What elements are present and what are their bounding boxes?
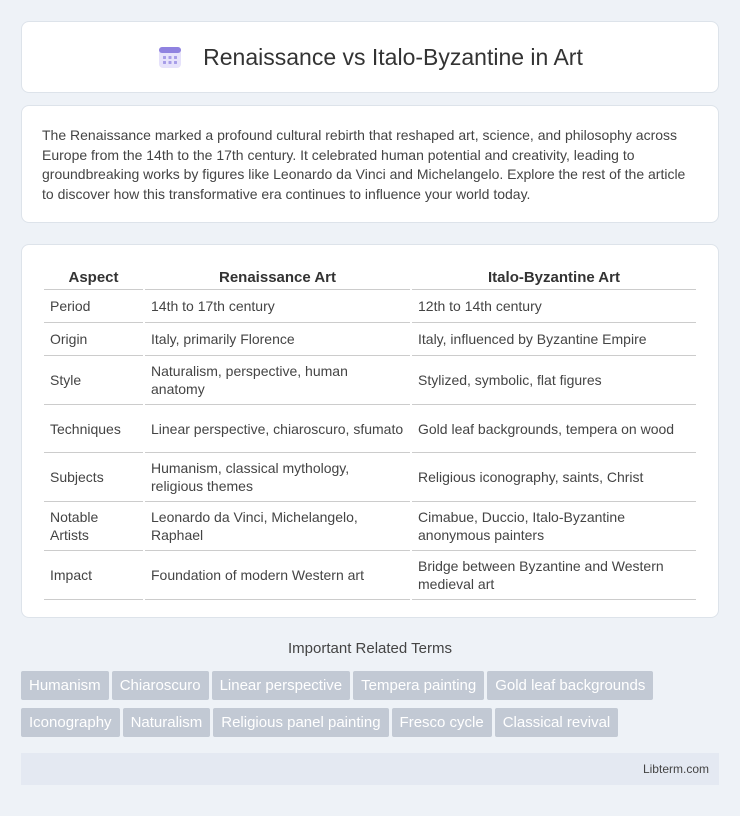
tag-iconography[interactable]: Iconography <box>21 708 120 737</box>
footer <box>21 753 719 785</box>
cell-italo-byzantine: Stylized, symbolic, flat figures <box>412 356 696 405</box>
cell-renaissance: Leonardo da Vinci, Michelangelo, Raphael <box>145 502 410 551</box>
tag-classical-revival[interactable]: Classical revival <box>495 708 619 737</box>
tag-religious-panel-painting[interactable]: Religious panel painting <box>213 708 388 737</box>
cell-aspect: Impact <box>44 551 143 600</box>
cell-renaissance: Linear perspective, chiaroscuro, sfumato <box>145 405 410 453</box>
comparison-card <box>21 244 719 618</box>
cell-italo-byzantine: Italy, influenced by Byzantine Empire <box>412 323 696 356</box>
header-renaissance: Renaissance Art <box>145 265 410 290</box>
tag-fresco-cycle[interactable]: Fresco cycle <box>392 708 492 737</box>
table-row <box>44 551 696 600</box>
table-row <box>44 453 696 502</box>
tag-naturalism[interactable]: Naturalism <box>123 708 211 737</box>
tag-tempera-painting[interactable]: Tempera painting <box>353 671 484 700</box>
tag-humanism[interactable]: Humanism <box>21 671 109 700</box>
cell-aspect: Origin <box>44 323 143 356</box>
cell-italo-byzantine: Gold leaf backgrounds, tempera on wood <box>412 405 696 453</box>
cell-italo-byzantine: Cimabue, Duccio, Italo-Byzantine anonymous painters <box>412 502 696 551</box>
page-title: Renaissance vs Italo-Byzantine in Art <box>203 43 583 70</box>
footer-site-link[interactable]: Libterm.com <box>642 762 709 776</box>
comparison-table <box>42 265 698 600</box>
table-row <box>44 323 696 356</box>
cell-italo-byzantine: 12th to 14th century <box>412 290 696 323</box>
calendar-grid-icon <box>157 44 183 70</box>
table-row <box>44 502 696 551</box>
cell-renaissance: Italy, primarily Florence <box>145 323 410 356</box>
cell-aspect: Style <box>44 356 143 405</box>
cell-italo-byzantine: Bridge between Byzantine and Western medieval art <box>412 551 696 600</box>
related-terms-list <box>21 671 721 745</box>
table-header-row <box>44 265 696 290</box>
tag-linear-perspective[interactable]: Linear perspective <box>212 671 351 700</box>
table-row <box>44 356 696 405</box>
tag-gold-leaf-backgrounds[interactable]: Gold leaf backgrounds <box>487 671 653 700</box>
header-aspect: Aspect <box>44 265 143 290</box>
cell-renaissance: Naturalism, perspective, human anatomy <box>145 356 410 405</box>
cell-renaissance: Humanism, classical mythology, religious themes <box>145 453 410 502</box>
header-italo-byzantine: Italo-Byzantine Art <box>412 265 696 290</box>
cell-renaissance: 14th to 17th century <box>145 290 410 323</box>
title-card <box>21 21 719 93</box>
cell-aspect: Subjects <box>44 453 143 502</box>
tag-chiaroscuro[interactable]: Chiaroscuro <box>112 671 209 700</box>
cell-italo-byzantine: Religious iconography, saints, Christ <box>412 453 696 502</box>
cell-aspect: Period <box>44 290 143 323</box>
cell-aspect: Notable Artists <box>44 502 143 551</box>
intro-card <box>21 105 719 223</box>
cell-aspect: Techniques <box>44 405 143 453</box>
related-terms-title: Important Related Terms <box>288 640 452 657</box>
table-row <box>44 405 696 453</box>
table-row <box>44 290 696 323</box>
cell-renaissance: Foundation of modern Western art <box>145 551 410 600</box>
intro-text: The Renaissance marked a profound cultural rebirth that reshaped art, science, and philosophy across Europe from the 14th to the 17th century. It celebrated human potential and creativity, leading to groundbreaking works by figures like Leonardo da Vinci and Michelangelo. Explore the rest of the article to discover how this transformative era continues to influence your world today. <box>42 127 686 202</box>
